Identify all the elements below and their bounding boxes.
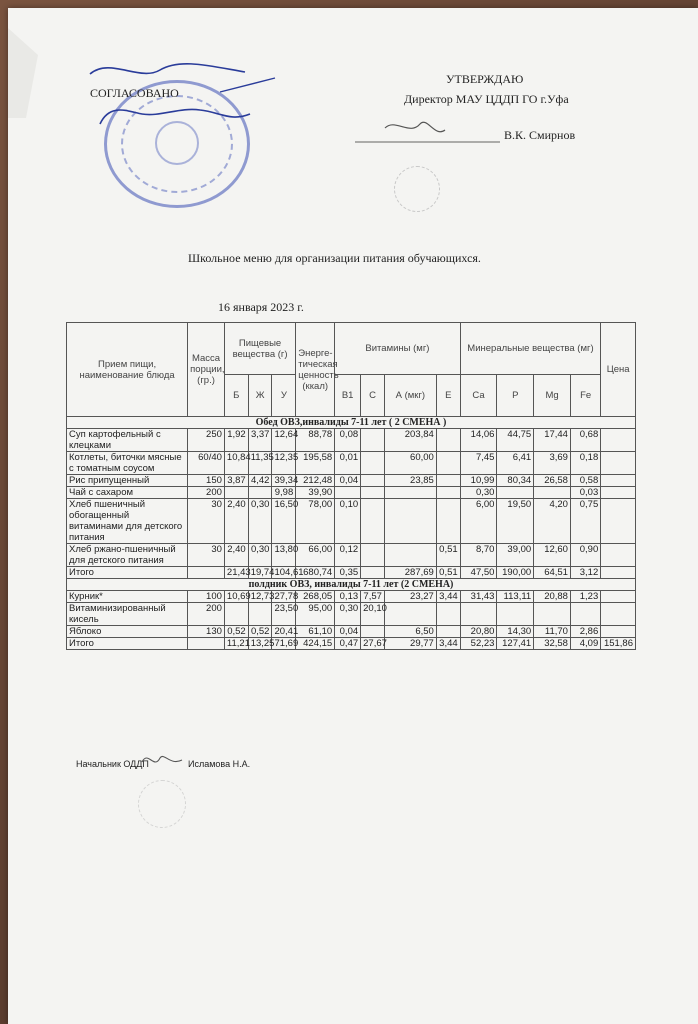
- value-cell: 2,40: [224, 499, 248, 544]
- menu-table: [66, 322, 636, 650]
- value-cell: [534, 603, 571, 626]
- value-cell: 203,84: [384, 429, 436, 452]
- value-cell: 19,50: [497, 499, 534, 544]
- value-cell: 13,25: [248, 638, 272, 650]
- value-cell: 11,21: [224, 638, 248, 650]
- col-mass-header: Масса порции, (гр.): [188, 323, 225, 417]
- value-cell: [601, 499, 636, 544]
- table-row: [67, 544, 636, 567]
- value-cell: [601, 452, 636, 475]
- table-row: [67, 429, 636, 452]
- table-row: [67, 499, 636, 544]
- value-cell: [188, 567, 225, 579]
- value-cell: 4,09: [570, 638, 600, 650]
- value-cell: 212,48: [296, 475, 335, 487]
- value-cell: 190,00: [497, 567, 534, 579]
- value-cell: 14,30: [497, 626, 534, 638]
- value-cell: 60/40: [188, 452, 225, 475]
- value-cell: 0,35: [335, 567, 361, 579]
- table-row: [67, 626, 636, 638]
- director-title: Директор МАУ ЦДДП ГО г.Уфа: [404, 92, 569, 106]
- col-vitamins-header: Витамины (мг): [335, 323, 460, 375]
- value-cell: 20,88: [534, 591, 571, 603]
- subheader-cell: Mg: [534, 375, 571, 417]
- value-cell: 0,04: [335, 626, 361, 638]
- table-row: [67, 452, 636, 475]
- value-cell: 130: [188, 626, 225, 638]
- value-cell: 21,43: [224, 567, 248, 579]
- value-cell: 0,51: [436, 567, 460, 579]
- value-cell: [248, 487, 272, 499]
- value-cell: [384, 487, 436, 499]
- subheader-cell: Са: [460, 375, 497, 417]
- value-cell: 6,00: [460, 499, 497, 544]
- value-cell: 680,74: [296, 567, 335, 579]
- value-cell: [601, 544, 636, 567]
- value-cell: 10,84: [224, 452, 248, 475]
- table-row: [67, 591, 636, 603]
- table-row: [67, 487, 636, 499]
- value-cell: [436, 452, 460, 475]
- table-row: [67, 638, 636, 650]
- value-cell: [534, 487, 571, 499]
- subheader-cell: У: [272, 375, 296, 417]
- value-cell: 0,03: [570, 487, 600, 499]
- value-cell: 424,15: [296, 638, 335, 650]
- table-row: [67, 603, 636, 626]
- head-name: Исламова Н.А.: [188, 759, 251, 769]
- value-cell: [361, 567, 385, 579]
- value-cell: 20,80: [460, 626, 497, 638]
- value-cell: 80,34: [497, 475, 534, 487]
- head-label: Начальник ОДДП: [76, 759, 149, 769]
- value-cell: 0,18: [570, 452, 600, 475]
- value-cell: [361, 626, 385, 638]
- dish-name: Итого: [67, 567, 188, 579]
- value-cell: 0,52: [224, 626, 248, 638]
- subheader-cell: Fe: [570, 375, 600, 417]
- value-cell: 0,51: [436, 544, 460, 567]
- value-cell: 2,40: [224, 544, 248, 567]
- dish-name: Витаминизированный кисель: [67, 603, 188, 626]
- dish-name: Яблоко: [67, 626, 188, 638]
- dish-name: Курник*: [67, 591, 188, 603]
- value-cell: [436, 626, 460, 638]
- value-cell: 3,12: [570, 567, 600, 579]
- value-cell: 14,06: [460, 429, 497, 452]
- value-cell: [224, 603, 248, 626]
- value-cell: 6,41: [497, 452, 534, 475]
- value-cell: 10,99: [460, 475, 497, 487]
- value-cell: 11,70: [534, 626, 571, 638]
- value-cell: 113,11: [497, 591, 534, 603]
- value-cell: 0,58: [570, 475, 600, 487]
- value-cell: 17,44: [534, 429, 571, 452]
- value-cell: [601, 591, 636, 603]
- value-cell: 23,50: [272, 603, 296, 626]
- value-cell: 27,78: [272, 591, 296, 603]
- value-cell: [361, 475, 385, 487]
- value-cell: 27,67: [361, 638, 385, 650]
- value-cell: 44,75: [497, 429, 534, 452]
- dish-name: Хлеб пшеничный обогащенный витаминами для детского питания: [67, 499, 188, 544]
- value-cell: 1,23: [570, 591, 600, 603]
- value-cell: 52,23: [460, 638, 497, 650]
- subheader-cell: А (мкг): [384, 375, 436, 417]
- col-price-header: Цена: [601, 323, 636, 417]
- value-cell: [384, 544, 436, 567]
- value-cell: [436, 499, 460, 544]
- value-cell: 78,00: [296, 499, 335, 544]
- value-cell: 16,50: [272, 499, 296, 544]
- section-lunch: Обед ОВЗ,инвалиды 7-11 лет ( 2 СМЕНА ): [67, 417, 636, 429]
- value-cell: 268,05: [296, 591, 335, 603]
- value-cell: 200: [188, 487, 225, 499]
- value-cell: 23,85: [384, 475, 436, 487]
- value-cell: 12,60: [534, 544, 571, 567]
- value-cell: [497, 487, 534, 499]
- value-cell: 20,41: [272, 626, 296, 638]
- value-cell: 151,86: [601, 638, 636, 650]
- menu-title: Школьное меню для организации питания обучающихся.: [188, 251, 481, 265]
- value-cell: [601, 626, 636, 638]
- director-name: В.К. Смирнов: [504, 128, 576, 142]
- value-cell: 61,10: [296, 626, 335, 638]
- subheader-cell: Б: [224, 375, 248, 417]
- value-cell: [361, 452, 385, 475]
- value-cell: 0,30: [248, 499, 272, 544]
- value-cell: 6,50: [384, 626, 436, 638]
- value-cell: 127,41: [497, 638, 534, 650]
- value-cell: 0,30: [460, 487, 497, 499]
- value-cell: 4,42: [248, 475, 272, 487]
- value-cell: 7,45: [460, 452, 497, 475]
- value-cell: 7,57: [361, 591, 385, 603]
- value-cell: 0,75: [570, 499, 600, 544]
- col-nutrients-header: Пищевые вещества (г): [224, 323, 295, 375]
- value-cell: 13,80: [272, 544, 296, 567]
- value-cell: 8,70: [460, 544, 497, 567]
- value-cell: 12,64: [272, 429, 296, 452]
- value-cell: [248, 603, 272, 626]
- value-cell: 200: [188, 603, 225, 626]
- subheader-cell: С: [361, 375, 385, 417]
- value-cell: 66,00: [296, 544, 335, 567]
- value-cell: 250: [188, 429, 225, 452]
- value-cell: 0,12: [335, 544, 361, 567]
- value-cell: [436, 487, 460, 499]
- value-cell: 30: [188, 499, 225, 544]
- subheader-cell: Р: [497, 375, 534, 417]
- value-cell: 150: [188, 475, 225, 487]
- value-cell: [436, 475, 460, 487]
- value-cell: 2,86: [570, 626, 600, 638]
- faint-stamp: [394, 166, 440, 212]
- col-energy-header: Энерге-тическая ценность (ккал): [296, 323, 335, 417]
- value-cell: 71,69: [272, 638, 296, 650]
- value-cell: 3,37: [248, 429, 272, 452]
- value-cell: [601, 487, 636, 499]
- value-cell: [361, 544, 385, 567]
- folded-paper-corner: [8, 28, 38, 118]
- dish-name: Хлеб ржано-пшеничный для детского питания: [67, 544, 188, 567]
- value-cell: 47,50: [460, 567, 497, 579]
- dish-name: Рис припущенный: [67, 475, 188, 487]
- dish-name: Суп картофельный с клецками: [67, 429, 188, 452]
- value-cell: [188, 638, 225, 650]
- value-cell: 39,34: [272, 475, 296, 487]
- subheader-cell: В1: [335, 375, 361, 417]
- value-cell: 26,58: [534, 475, 571, 487]
- dish-name: Котлеты, биточки мясные с томатным соусом: [67, 452, 188, 475]
- value-cell: [384, 603, 436, 626]
- value-cell: 3,87: [224, 475, 248, 487]
- value-cell: 1,92: [224, 429, 248, 452]
- value-cell: 30: [188, 544, 225, 567]
- value-cell: [497, 603, 534, 626]
- value-cell: 19,74: [248, 567, 272, 579]
- value-cell: 0,01: [335, 452, 361, 475]
- faint-stamp-footer: [138, 780, 186, 828]
- value-cell: 11,35: [248, 452, 272, 475]
- value-cell: 32,58: [534, 638, 571, 650]
- value-cell: 0,30: [335, 603, 361, 626]
- value-cell: 0,08: [335, 429, 361, 452]
- value-cell: 0,30: [248, 544, 272, 567]
- value-cell: [361, 499, 385, 544]
- value-cell: [384, 499, 436, 544]
- value-cell: 39,00: [497, 544, 534, 567]
- value-cell: [224, 487, 248, 499]
- dish-name: Чай с сахаром: [67, 487, 188, 499]
- menu-date: 16 января 2023 г.: [218, 300, 304, 314]
- value-cell: 12,73: [248, 591, 272, 603]
- value-cell: [361, 487, 385, 499]
- value-cell: 0,68: [570, 429, 600, 452]
- value-cell: 9,98: [272, 487, 296, 499]
- value-cell: 0,47: [335, 638, 361, 650]
- value-cell: [601, 429, 636, 452]
- value-cell: 0,13: [335, 591, 361, 603]
- agreed-label: СОГЛАСОВАНО: [90, 86, 179, 100]
- value-cell: 88,78: [296, 429, 335, 452]
- subheader-cell: Ж: [248, 375, 272, 417]
- value-cell: 100: [188, 591, 225, 603]
- head-signature: [138, 748, 186, 772]
- value-cell: 3,44: [436, 638, 460, 650]
- value-cell: 104,61: [272, 567, 296, 579]
- value-cell: 0,04: [335, 475, 361, 487]
- value-cell: 0,10: [335, 499, 361, 544]
- value-cell: [601, 603, 636, 626]
- value-cell: 10,69: [224, 591, 248, 603]
- value-cell: [570, 603, 600, 626]
- value-cell: 20,10: [361, 603, 385, 626]
- value-cell: 3,44: [436, 591, 460, 603]
- value-cell: 3,69: [534, 452, 571, 475]
- table-row: [67, 475, 636, 487]
- value-cell: 195,58: [296, 452, 335, 475]
- value-cell: [361, 429, 385, 452]
- value-cell: 0,52: [248, 626, 272, 638]
- value-cell: 39,90: [296, 487, 335, 499]
- value-cell: 29,77: [384, 638, 436, 650]
- table-row: [67, 567, 636, 579]
- director-signature: [355, 108, 505, 148]
- approve-label: УТВЕРЖДАЮ: [446, 72, 524, 86]
- value-cell: 60,00: [384, 452, 436, 475]
- value-cell: 64,51: [534, 567, 571, 579]
- value-cell: 12,35: [272, 452, 296, 475]
- value-cell: 4,20: [534, 499, 571, 544]
- value-cell: 95,00: [296, 603, 335, 626]
- value-cell: [460, 603, 497, 626]
- value-cell: 23,27: [384, 591, 436, 603]
- dish-name: Итого: [67, 638, 188, 650]
- col-meal-header: Прием пищи, наименование блюда: [67, 323, 188, 417]
- value-cell: [601, 567, 636, 579]
- value-cell: [601, 475, 636, 487]
- value-cell: [335, 487, 361, 499]
- section-snack: полдник ОВЗ, инвалиды 7-11 лет (2 СМЕНА): [67, 579, 636, 591]
- value-cell: [436, 429, 460, 452]
- subheader-cell: Е: [436, 375, 460, 417]
- value-cell: 31,43: [460, 591, 497, 603]
- value-cell: 287,69: [384, 567, 436, 579]
- value-cell: 0,90: [570, 544, 600, 567]
- value-cell: [436, 603, 460, 626]
- col-minerals-header: Минеральные вещества (мг): [460, 323, 601, 375]
